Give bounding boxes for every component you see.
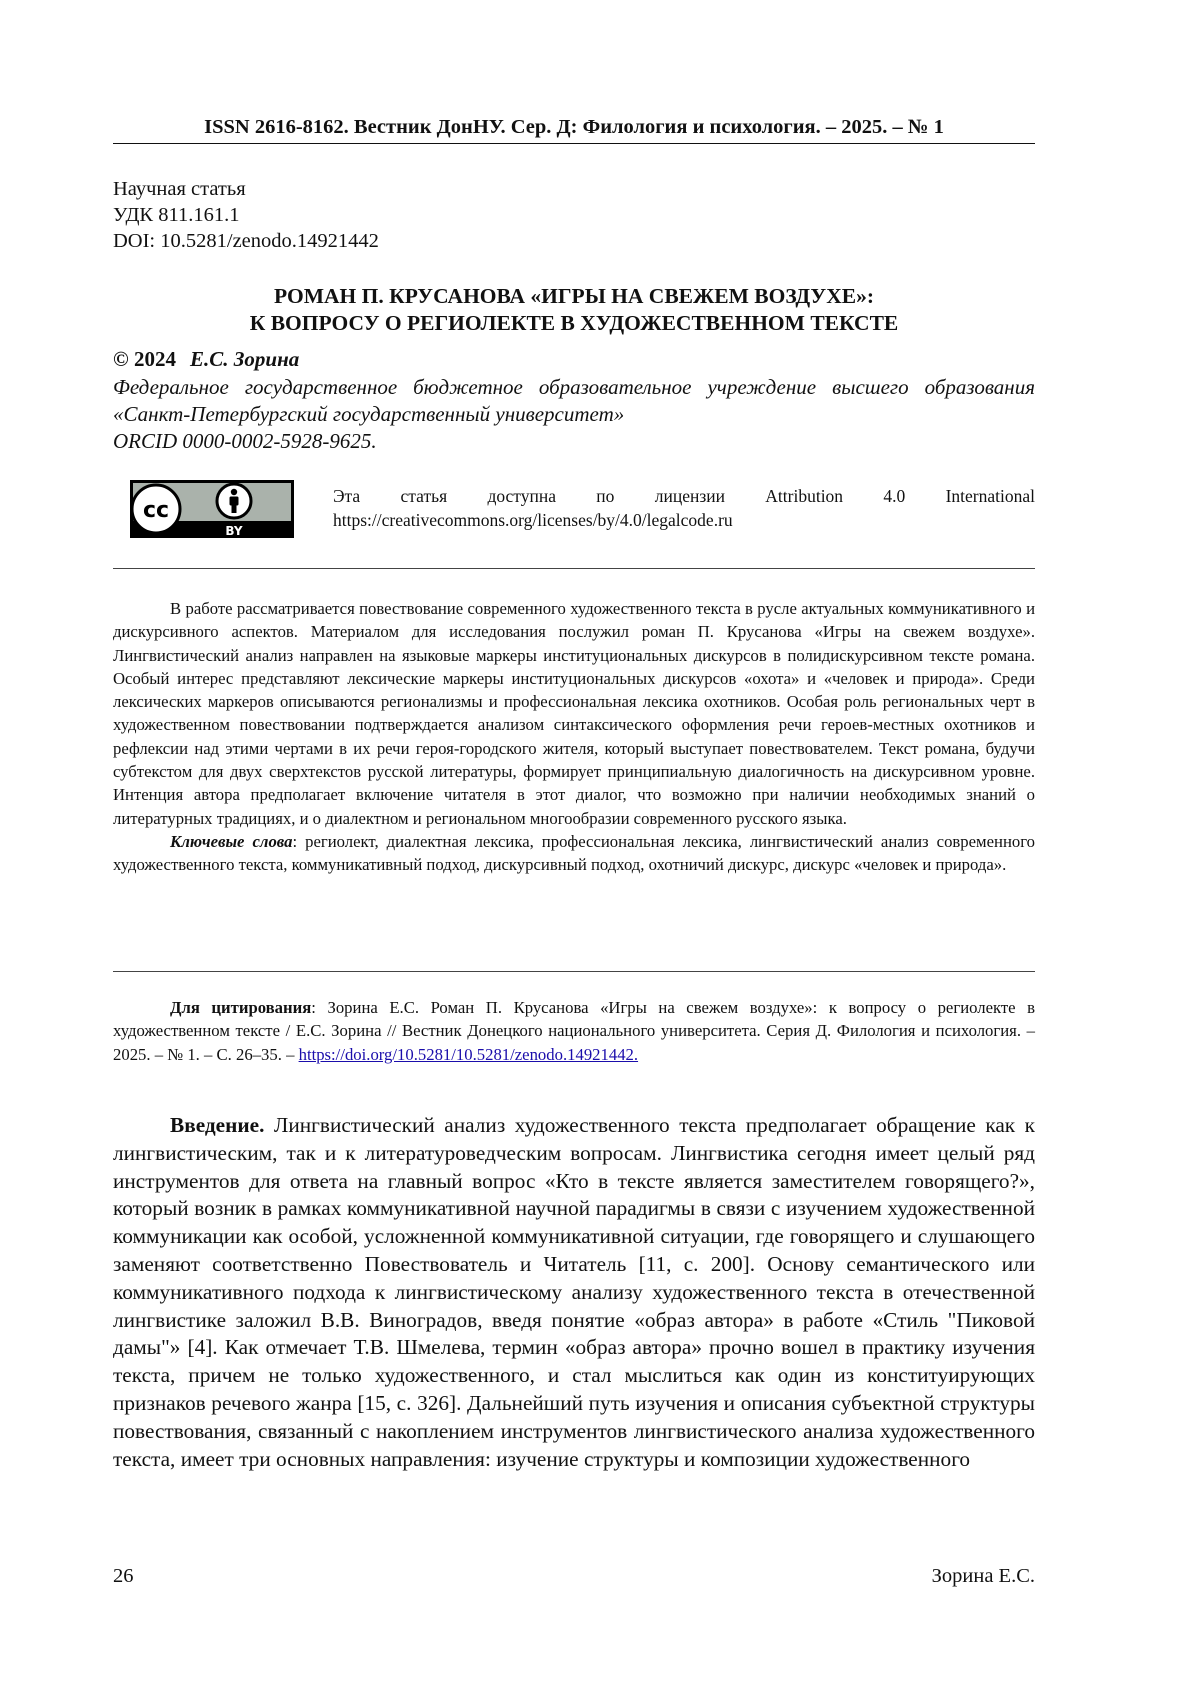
cc-logo-text: cc <box>142 498 170 523</box>
citation-label: Для цитирования <box>170 998 312 1017</box>
udk-code: УДК 811.161.1 <box>113 204 240 226</box>
divider-bottom <box>113 971 1035 972</box>
license-url[interactable]: https://creativecommons.org/licenses/by/4.0/legalcode.ru <box>333 510 733 530</box>
by-logo-text: BY <box>225 524 243 538</box>
keywords <box>113 830 1035 877</box>
intro-text: Лингвистический анализ художественного текста предполагает обращение как к лингвистическим, так и к литературоведческим вопросам. Лингвистика сегодня имеет целый ряд инструментов для ответа на главный вопрос «Кто в тексте является заместителем говорящего?», который возник в рамках коммуникативной научной парадигмы в связи с изучением художественной коммуникации как особой, усложненной коммуникативной ситуации, где говорящего и слушающего заменяют соответственно Повествователь и Читатель [11, с. 200]. Основу семантического или коммуникативного подхода к лингвистическому анализу художественного текста в отечественной лингвистике заложил В.В. Виноградов, введя понятие «образ автора» в работе «Стиль "Пиковой дамы"» [4]. Как отмечает Т.В. Шмелева, термин «образ автора» прочно вошел в практику изучения текста, причем не только художественного, и стал мыслиться как один из конституирующих признаков речевого жанра [15, с. 326]. Дальнейший путь изучения и описания субъектной структуры повествования, связанный с накоплением инструментов лингвистического анализа художественного текста, имеет три основных направления: изучение структуры и композиции художественного <box>113 1113 1035 1471</box>
license-statement <box>333 484 1035 532</box>
citation-doi-link[interactable]: https://doi.org/10.5281/10.5281/zenodo.14921442. <box>298 1044 639 1064</box>
affiliation-text: Федеральное государственное бюджетное образовательное учреждение высшего образования «Санкт-Петербургский государственный университет» <box>113 375 1035 426</box>
orcid: ORCID 0000-0002-5928-9625. <box>113 429 377 453</box>
article-title <box>113 283 1035 337</box>
running-author: Зорина Е.С. <box>931 1565 1035 1587</box>
keywords-text: : региолект, диалектная лексика, профессиональная лексика, лингвистический анализ современного художественного текста, коммуникативный подход, дискурсивный подход, охотничий дискурс, дискурс «человек и природа». <box>113 831 1036 875</box>
abstract-text: В работе рассматривается повествование современного художественного текста в русле актуальных коммуникативного и дискурсивного аспектов. Материалом для исследования послужил роман П. Крусанова «Игры на свежем воздухе». Лингвистический анализ направлен на языковые маркеры институциональных дискурсов в полидискурсивном тексте романа. Особый интерес представляют лексические маркеры институциональных дискурсов «охота» и «человек и природа». Среди лексических маркеров описываются регионализмы и профессиональная лексика охотников. Особая роль региональных черт в художественном повествовании подтверждается анализом синтаксического оформления речи героев-местных охотников и рефлексии над этими чертами в их речи героя-городского жителя, который выступает повествователем. Текст романа, будучи субтекстом для двух сверхтекстов русской литературы, формирует принципиальную диалогичность на дискурсивном уровне. Интенция автора предполагает включение читателя в этот диалог, что возможно при наличии необходимых знаний о литературных традициях, и о диалектном и региональном многообразии современного русского языка. <box>113 599 1035 828</box>
license-text: Эта статья доступна по лицензии Attribution 4.0 International <box>333 486 1035 506</box>
copyright-year: © 2024 <box>113 347 176 371</box>
article-type: Научная статья <box>113 178 246 200</box>
author-line <box>113 347 299 372</box>
abstract <box>113 597 1035 877</box>
keywords-label: Ключевые слова <box>170 831 293 851</box>
citation-block <box>113 996 1035 1066</box>
citation-text: : Зорина Е.С. Роман П. Крусанова «Игры на свежем воздухе»: к вопросу о региолекте в художественном тексте / Е.С. Зорина // Вестник Донецкого национального университета. Серия Д. Филология и психология. – 2025. – № 1. – С. 26–35. – <box>113 998 1035 1064</box>
article-meta <box>113 176 379 254</box>
intro-label: Введение. <box>170 1113 265 1137</box>
page-number: 26 <box>113 1565 134 1587</box>
title-line-2: К ВОПРОСУ О РЕГИОЛЕКТЕ В ХУДОЖЕСТВЕННОМ ТЕКСТЕ <box>249 311 899 335</box>
journal-header: ISSN 2616-8162. Вестник ДонНУ. Сер. Д: Филология и психология. – 2025. – № 1 <box>113 116 1035 144</box>
author-name: Е.С. Зорина <box>189 347 300 371</box>
affiliation <box>113 374 1035 455</box>
title-line-1: РОМАН П. КРУСАНОВА «ИГРЫ НА СВЕЖЕМ ВОЗДУХЕ»: <box>274 284 874 308</box>
doi-code: DOI: 10.5281/zenodo.14921442 <box>113 230 379 252</box>
cc-by-license-icon[interactable] <box>130 480 294 538</box>
divider-top <box>113 568 1035 569</box>
intro-paragraph <box>113 1112 1035 1473</box>
